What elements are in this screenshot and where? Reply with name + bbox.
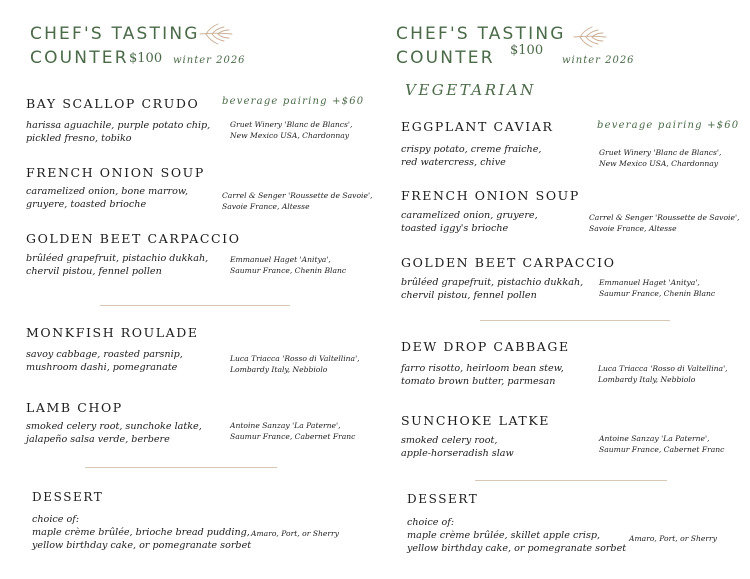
right-dessert-desc: choice of: maple crème brûlée, skillet apple crisp, yellow birthday cake, or pomegranate sorbet xyxy=(407,517,627,554)
left-title-line1: CHEF'S TASTING xyxy=(30,24,200,44)
right-dessert-name: DESSERT xyxy=(407,492,479,506)
right-course-2-wine: Carrel & Senger 'Roussette de Savoie', Savoie France, Altesse xyxy=(589,213,740,233)
right-course-2-desc: caramelized onion, gruyere, toasted iggy's brioche xyxy=(401,210,538,234)
left-price: $100 xyxy=(129,51,163,66)
right-course-3-desc: brûléed grapefruit, pistachio dukkah, chervil pistou, fennel pollen xyxy=(401,277,584,301)
right-subtitle: VEGETARIAN xyxy=(405,81,536,99)
left-divider-1 xyxy=(100,305,290,306)
left-course-3-desc: brûléed grapefruit, pistachio dukkah, chervil pistou, fennel pollen xyxy=(26,253,209,277)
left-dessert-desc: choice of: maple crème brûlée, brioche bread pudding, yellow birthday cake, or pomegranate sorbet xyxy=(32,514,252,551)
right-course-5-wine: Antoine Sanzay 'La Paterne', Saumur France, Cabernet Franc xyxy=(599,434,725,454)
left-course-2-wine: Carrel & Senger 'Roussette de Savoie', Savoie France, Altesse xyxy=(222,191,373,211)
left-beverage-pairing: beverage pairing +$60 xyxy=(222,96,365,107)
left-course-5-desc: smoked celery root, sunchoke latke, jalapeño salsa verde, berbere xyxy=(26,421,202,445)
right-course-1-desc: crispy potato, creme fraiche, red watercress, chive xyxy=(401,144,542,168)
left-course-2-desc: caramelized onion, bone marrow, gruyere, toasted brioche xyxy=(26,186,189,210)
left-course-5-wine: Antoine Sanzay 'La Paterne', Saumur France, Cabernet Franc xyxy=(230,421,356,441)
left-course-3-wine: Emmanuel Haget 'Anitya', Saumur France, Chenin Blanc xyxy=(230,255,347,275)
right-course-4-name: DEW DROP CABBAGE xyxy=(401,339,570,354)
right-course-3-wine: Emmanuel Haget 'Anitya', Saumur France, Chenin Blanc xyxy=(599,278,716,298)
right-course-4-desc: farro risotto, heirloom bean stew, tomato brown butter, parmesan xyxy=(401,363,564,387)
wheat-sprig-icon xyxy=(198,22,234,46)
right-title-line2: COUNTER xyxy=(396,48,495,68)
left-course-1-name: BAY SCALLOP CRUDO xyxy=(26,96,200,111)
left-course-2-name: FRENCH ONION SOUP xyxy=(26,165,205,180)
right-course-1-wine: Gruet Winery 'Blanc de Blancs', New Mexico USA, Chardonnay xyxy=(599,148,722,168)
right-course-5-name: SUNCHOKE LATKE xyxy=(401,413,551,428)
left-course-1-desc: harissa aguachile, purple potato chip, pickled fresno, tobiko xyxy=(26,120,211,144)
right-season: winter 2026 xyxy=(562,55,635,66)
right-beverage-pairing: beverage pairing +$60 xyxy=(597,120,740,131)
left-dessert-wine: Amaro, Port, or Sherry xyxy=(251,529,339,538)
right-price: $100 xyxy=(510,43,544,58)
right-course-2-name: FRENCH ONION SOUP xyxy=(401,188,580,203)
right-course-1-name: EGGPLANT CAVIAR xyxy=(401,119,554,134)
right-course-4-wine: Luca Triacca 'Rosso di Valtellina', Lombardy Italy, Nebbiolo xyxy=(598,364,728,384)
left-course-4-name: MONKFISH ROULADE xyxy=(26,325,199,340)
left-course-3-name: GOLDEN BEET CARPACCIO xyxy=(26,231,241,246)
right-title-line1: CHEF'S TASTING xyxy=(396,24,566,44)
right-divider-2 xyxy=(475,480,667,481)
right-divider-1 xyxy=(480,320,670,321)
left-course-1-wine: Gruet Winery 'Blanc de Blancs', New Mexico USA, Chardonnay xyxy=(230,120,353,140)
right-course-5-desc: smoked celery root, apple-horseradish slaw xyxy=(401,435,514,459)
left-title-line2: COUNTER xyxy=(30,48,129,68)
left-divider-2 xyxy=(85,467,277,468)
right-dessert-wine: Amaro, Port, or Sherry xyxy=(629,534,717,543)
left-course-5-name: LAMB CHOP xyxy=(26,400,123,415)
wheat-sprig-icon xyxy=(572,25,608,49)
left-course-4-wine: Luca Triacca 'Rosso di Valtellina', Lombardy Italy, Nebbiolo xyxy=(230,354,360,374)
right-course-3-name: GOLDEN BEET CARPACCIO xyxy=(401,255,616,270)
left-dessert-name: DESSERT xyxy=(32,490,104,504)
left-season: winter 2026 xyxy=(173,55,246,66)
left-course-4-desc: savoy cabbage, roasted parsnip, mushroom dashi, pomegranate xyxy=(26,349,183,373)
